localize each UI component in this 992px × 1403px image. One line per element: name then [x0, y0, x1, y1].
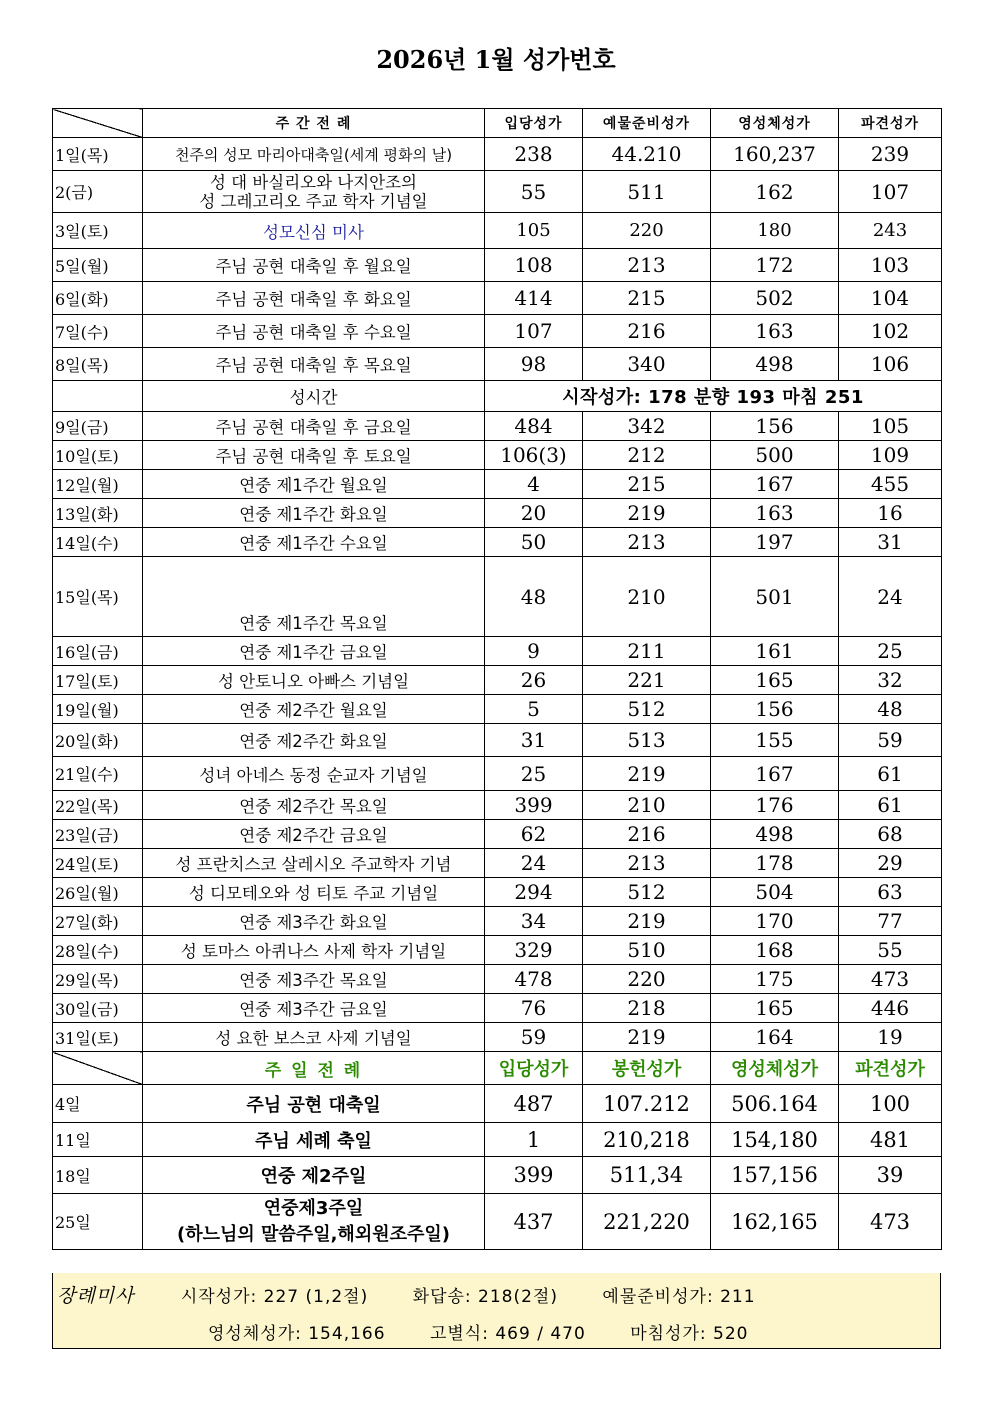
communion-cell: 170	[711, 907, 839, 936]
offering-cell: 511,34	[583, 1157, 711, 1194]
offertory-cell: 220	[583, 213, 711, 249]
liturgy-cell: 연중 제3주간 금요일	[143, 994, 485, 1023]
sunday-row	[53, 1085, 942, 1123]
liturgy-cell: 연중 제2주간 화요일	[143, 724, 485, 757]
liturgy-line-2: 성 그레고리오 주교 학자 기념일	[199, 191, 428, 211]
communion-cell: 176	[711, 791, 839, 820]
sunday-header-liturgy: 주 일 전 례	[143, 1052, 485, 1085]
day-cell: 31일(토)	[53, 1023, 143, 1052]
entrance-cell: 108	[485, 249, 583, 282]
recessional-cell: 55	[839, 936, 942, 965]
communion-cell: 155	[711, 724, 839, 757]
table-row	[53, 213, 942, 249]
entrance-cell: 24	[485, 849, 583, 878]
communion-cell: 163	[711, 315, 839, 348]
day-cell: 11일	[53, 1123, 143, 1157]
day-cell: 21일(수)	[53, 757, 143, 791]
day-cell: 3일(토)	[53, 213, 143, 249]
recessional-cell: 107	[839, 171, 942, 213]
offertory-cell: 219	[583, 757, 711, 791]
sunday-header-communion: 영성체성가	[711, 1052, 839, 1085]
table-row	[53, 249, 942, 282]
communion-cell: 504	[711, 878, 839, 907]
hymn-table	[52, 108, 942, 1250]
sunday-header-entrance: 입당성가	[485, 1052, 583, 1085]
day-cell: 1일(목)	[53, 138, 143, 171]
table-row	[53, 965, 942, 994]
entrance-cell: 399	[485, 1157, 583, 1194]
offertory-cell: 218	[583, 994, 711, 1023]
liturgy-cell: 주님 세례 축일	[143, 1123, 485, 1157]
entrance-cell: 1	[485, 1123, 583, 1157]
table-row	[53, 666, 942, 695]
liturgy-cell: 성 요한 보스코 사제 기념일	[143, 1023, 485, 1052]
communion-cell: 162,165	[711, 1194, 839, 1250]
liturgy-line-1: 연중제3주일	[263, 1197, 364, 1219]
day-cell: 26일(월)	[53, 878, 143, 907]
table-row	[53, 637, 942, 666]
offertory-cell: 340	[583, 348, 711, 381]
recessional-cell: 25	[839, 637, 942, 666]
offertory-cell: 212	[583, 441, 711, 470]
day-cell: 22일(목)	[53, 791, 143, 820]
recessional-cell: 106	[839, 348, 942, 381]
entrance-cell: 487	[485, 1085, 583, 1123]
recessional-cell: 24	[839, 557, 942, 637]
offertory-cell: 510	[583, 936, 711, 965]
entrance-cell: 399	[485, 791, 583, 820]
entrance-cell: 478	[485, 965, 583, 994]
table-row	[53, 528, 942, 557]
sunday-row	[53, 1194, 942, 1250]
communion-cell: 162	[711, 171, 839, 213]
liturgy-cell: 주님 공현 대축일 후 토요일	[143, 441, 485, 470]
holy-hour-detail: 시작성가: 178 분향 193 마침 251	[485, 381, 942, 412]
liturgy-cell: 성녀 아네스 동정 순교자 기념일	[143, 757, 485, 791]
diagonal-header-cell	[53, 109, 143, 138]
header-recessional: 파견성가	[839, 109, 942, 138]
liturgy-cell: 성 토마스 아퀴나스 사제 학자 기념일	[143, 936, 485, 965]
offertory-cell: 215	[583, 470, 711, 499]
entrance-cell: 107	[485, 315, 583, 348]
recessional-cell: 61	[839, 757, 942, 791]
recessional-cell: 63	[839, 878, 942, 907]
entrance-cell: 294	[485, 878, 583, 907]
liturgy-cell: 주님 공현 대축일 후 월요일	[143, 249, 485, 282]
table-row	[53, 282, 942, 315]
offering-cell: 107.212	[583, 1085, 711, 1123]
liturgy-cell: 주님 공현 대축일 후 금요일	[143, 412, 485, 441]
communion-cell: 165	[711, 994, 839, 1023]
offertory-cell: 216	[583, 820, 711, 849]
communion-cell: 160,237	[711, 138, 839, 171]
entrance-cell: 20	[485, 499, 583, 528]
day-cell: 24일(토)	[53, 849, 143, 878]
day-cell: 6일(화)	[53, 282, 143, 315]
entrance-cell: 26	[485, 666, 583, 695]
liturgy-cell: 성 프란치스코 살레시오 주교학자 기념	[143, 849, 485, 878]
day-cell: 29일(목)	[53, 965, 143, 994]
communion-cell: 167	[711, 470, 839, 499]
liturgy-cell: 연중 제3주간 목요일	[143, 965, 485, 994]
day-cell: 28일(수)	[53, 936, 143, 965]
liturgy-cell: 주님 공현 대축일 후 화요일	[143, 282, 485, 315]
funeral-closing: 마침성가: 520	[630, 1324, 749, 1344]
day-cell: 15일(목)	[53, 557, 143, 637]
offertory-cell: 216	[583, 315, 711, 348]
liturgy-cell: 연중 제2주간 목요일	[143, 791, 485, 820]
day-cell: 10일(토)	[53, 441, 143, 470]
offertory-cell: 219	[583, 1023, 711, 1052]
liturgy-cell: 연중 제1주간 월요일	[143, 470, 485, 499]
recessional-cell: 102	[839, 315, 942, 348]
offertory-cell: 210	[583, 557, 711, 637]
day-cell: 12일(월)	[53, 470, 143, 499]
day-cell: 16일(금)	[53, 637, 143, 666]
table-row	[53, 138, 942, 171]
communion-cell: 157,156	[711, 1157, 839, 1194]
communion-cell: 175	[711, 965, 839, 994]
sunday-row	[53, 1157, 942, 1194]
day-cell: 13일(화)	[53, 499, 143, 528]
communion-cell: 168	[711, 936, 839, 965]
day-cell: 7일(수)	[53, 315, 143, 348]
funeral-line-2	[208, 1319, 748, 1344]
sunday-header-recessional: 파견성가	[839, 1052, 942, 1085]
table-row	[53, 878, 942, 907]
sunday-row	[53, 1123, 942, 1157]
table-row	[53, 557, 942, 637]
recessional-cell: 39	[839, 1157, 942, 1194]
day-cell: 18일	[53, 1157, 143, 1194]
entrance-cell: 4	[485, 470, 583, 499]
empty-day-cell	[53, 381, 143, 412]
entrance-cell: 5	[485, 695, 583, 724]
entrance-cell: 484	[485, 412, 583, 441]
offertory-cell: 511	[583, 171, 711, 213]
liturgy-cell	[143, 171, 485, 213]
table-row	[53, 820, 942, 849]
offertory-cell: 219	[583, 499, 711, 528]
day-cell: 2(금)	[53, 171, 143, 213]
liturgy-cell: 천주의 성모 마리아대축일(세계 평화의 날)	[143, 138, 485, 171]
recessional-cell: 48	[839, 695, 942, 724]
recessional-cell: 100	[839, 1085, 942, 1123]
liturgy-cell: 성 디모테오와 성 티토 주교 기념일	[143, 878, 485, 907]
liturgy-cell: 연중 제1주간 수요일	[143, 528, 485, 557]
communion-cell: 500	[711, 441, 839, 470]
day-cell: 5일(월)	[53, 249, 143, 282]
offertory-cell: 44.210	[583, 138, 711, 171]
recessional-cell: 16	[839, 499, 942, 528]
entrance-cell: 437	[485, 1194, 583, 1250]
offertory-cell: 513	[583, 724, 711, 757]
communion-cell: 156	[711, 412, 839, 441]
communion-cell: 172	[711, 249, 839, 282]
communion-cell: 501	[711, 557, 839, 637]
entrance-cell: 55	[485, 171, 583, 213]
table-row	[53, 757, 942, 791]
recessional-cell: 61	[839, 791, 942, 820]
liturgy-cell: 주님 공현 대축일 후 수요일	[143, 315, 485, 348]
liturgy-cell: 연중 제1주간 금요일	[143, 637, 485, 666]
table-row	[53, 348, 942, 381]
entrance-cell: 98	[485, 348, 583, 381]
recessional-cell: 77	[839, 907, 942, 936]
day-cell: 25일	[53, 1194, 143, 1250]
table-row	[53, 994, 942, 1023]
communion-cell: 180	[711, 213, 839, 249]
recessional-cell: 243	[839, 213, 942, 249]
day-cell: 30일(금)	[53, 994, 143, 1023]
entrance-cell: 48	[485, 557, 583, 637]
recessional-cell: 473	[839, 965, 942, 994]
funeral-farewell: 고별식: 469 / 470	[429, 1324, 586, 1344]
holy-hour-label: 성시간	[143, 381, 485, 412]
communion-cell: 498	[711, 820, 839, 849]
recessional-cell: 68	[839, 820, 942, 849]
diagonal-header-cell	[53, 1052, 143, 1085]
recessional-cell: 59	[839, 724, 942, 757]
liturgy-cell: 연중 제1주간 목요일	[143, 557, 485, 637]
offertory-cell: 221	[583, 666, 711, 695]
day-cell: 20일(화)	[53, 724, 143, 757]
funeral-line-1	[57, 1281, 756, 1308]
header-communion: 영성체성가	[711, 109, 839, 138]
liturgy-cell: 성 안토니오 아빠스 기념일	[143, 666, 485, 695]
entrance-cell: 105	[485, 213, 583, 249]
day-cell: 27일(화)	[53, 907, 143, 936]
communion-cell: 164	[711, 1023, 839, 1052]
holy-hour-row	[53, 381, 942, 412]
communion-cell: 178	[711, 849, 839, 878]
sunday-header-offering: 봉헌성가	[583, 1052, 711, 1085]
recessional-cell: 105	[839, 412, 942, 441]
entrance-cell: 59	[485, 1023, 583, 1052]
weekday-header-row	[53, 109, 942, 138]
liturgy-cell: 연중 제3주간 화요일	[143, 907, 485, 936]
funeral-label: 장례미사	[57, 1285, 135, 1307]
recessional-cell: 104	[839, 282, 942, 315]
header-entrance: 입당성가	[485, 109, 583, 138]
day-cell: 23일(금)	[53, 820, 143, 849]
recessional-cell: 103	[839, 249, 942, 282]
communion-cell: 197	[711, 528, 839, 557]
offertory-cell: 213	[583, 528, 711, 557]
entrance-cell: 25	[485, 757, 583, 791]
table-row	[53, 470, 942, 499]
recessional-cell: 29	[839, 849, 942, 878]
table-row	[53, 499, 942, 528]
offertory-cell: 342	[583, 412, 711, 441]
communion-cell: 506.164	[711, 1085, 839, 1123]
entrance-cell: 414	[485, 282, 583, 315]
table-row	[53, 695, 942, 724]
sunday-header-row	[53, 1052, 942, 1085]
day-cell: 14일(수)	[53, 528, 143, 557]
recessional-cell: 31	[839, 528, 942, 557]
offertory-cell: 213	[583, 249, 711, 282]
entrance-cell: 238	[485, 138, 583, 171]
table-row	[53, 849, 942, 878]
communion-cell: 167	[711, 757, 839, 791]
liturgy-line-1: 성 대 바실리오와 나지안조의	[209, 172, 417, 192]
table-row	[53, 171, 942, 213]
header-liturgy: 주 간 전 례	[143, 109, 485, 138]
funeral-communion: 영성체성가: 154,166	[208, 1324, 386, 1344]
liturgy-cell	[143, 1194, 485, 1250]
communion-cell: 502	[711, 282, 839, 315]
communion-cell: 163	[711, 499, 839, 528]
offertory-cell: 215	[583, 282, 711, 315]
entrance-cell: 9	[485, 637, 583, 666]
funeral-start: 시작성가: 227 (1,2절)	[180, 1287, 369, 1307]
entrance-cell: 329	[485, 936, 583, 965]
recessional-cell: 109	[839, 441, 942, 470]
day-cell: 17일(토)	[53, 666, 143, 695]
recessional-cell: 473	[839, 1194, 942, 1250]
communion-cell: 161	[711, 637, 839, 666]
table-row	[53, 315, 942, 348]
table-row	[53, 1023, 942, 1052]
page-title: 2026년 1월 성가번호	[376, 45, 616, 74]
liturgy-cell: 주님 공현 대축일	[143, 1085, 485, 1123]
communion-cell: 165	[711, 666, 839, 695]
day-cell: 8일(목)	[53, 348, 143, 381]
header-offertory: 예물준비성가	[583, 109, 711, 138]
liturgy-cell: 연중 제1주간 화요일	[143, 499, 485, 528]
entrance-cell: 31	[485, 724, 583, 757]
recessional-cell: 481	[839, 1123, 942, 1157]
liturgy-cell: 주님 공현 대축일 후 목요일	[143, 348, 485, 381]
funeral-offertory: 예물준비성가: 211	[602, 1287, 756, 1307]
offering-cell: 221,220	[583, 1194, 711, 1250]
liturgy-cell: 연중 제2주간 금요일	[143, 820, 485, 849]
day-cell: 4일	[53, 1085, 143, 1123]
offertory-cell: 213	[583, 849, 711, 878]
table-row	[53, 412, 942, 441]
funeral-psalm: 화답송: 218(2절)	[412, 1287, 558, 1307]
funeral-mass-box	[52, 1273, 941, 1349]
recessional-cell: 446	[839, 994, 942, 1023]
offertory-cell: 211	[583, 637, 711, 666]
table-row	[53, 791, 942, 820]
day-cell: 19일(월)	[53, 695, 143, 724]
offertory-cell: 512	[583, 878, 711, 907]
table-row	[53, 724, 942, 757]
recessional-cell: 239	[839, 138, 942, 171]
recessional-cell: 19	[839, 1023, 942, 1052]
table-row	[53, 441, 942, 470]
entrance-cell: 34	[485, 907, 583, 936]
day-cell: 9일(금)	[53, 412, 143, 441]
table-row	[53, 936, 942, 965]
liturgy-line-2: (하느님의 말씀주일,해외원조주일)	[177, 1223, 450, 1245]
table-row	[53, 907, 942, 936]
communion-cell: 154,180	[711, 1123, 839, 1157]
offertory-cell: 220	[583, 965, 711, 994]
liturgy-cell: 성모신심 미사	[143, 213, 485, 249]
entrance-cell: 62	[485, 820, 583, 849]
offering-cell: 210,218	[583, 1123, 711, 1157]
offertory-cell: 512	[583, 695, 711, 724]
offertory-cell: 210	[583, 791, 711, 820]
entrance-cell: 76	[485, 994, 583, 1023]
recessional-cell: 32	[839, 666, 942, 695]
entrance-cell: 106(3)	[485, 441, 583, 470]
communion-cell: 156	[711, 695, 839, 724]
offertory-cell: 219	[583, 907, 711, 936]
communion-cell: 498	[711, 348, 839, 381]
liturgy-cell: 연중 제2주일	[143, 1157, 485, 1194]
recessional-cell: 455	[839, 470, 942, 499]
liturgy-cell: 연중 제2주간 월요일	[143, 695, 485, 724]
entrance-cell: 50	[485, 528, 583, 557]
